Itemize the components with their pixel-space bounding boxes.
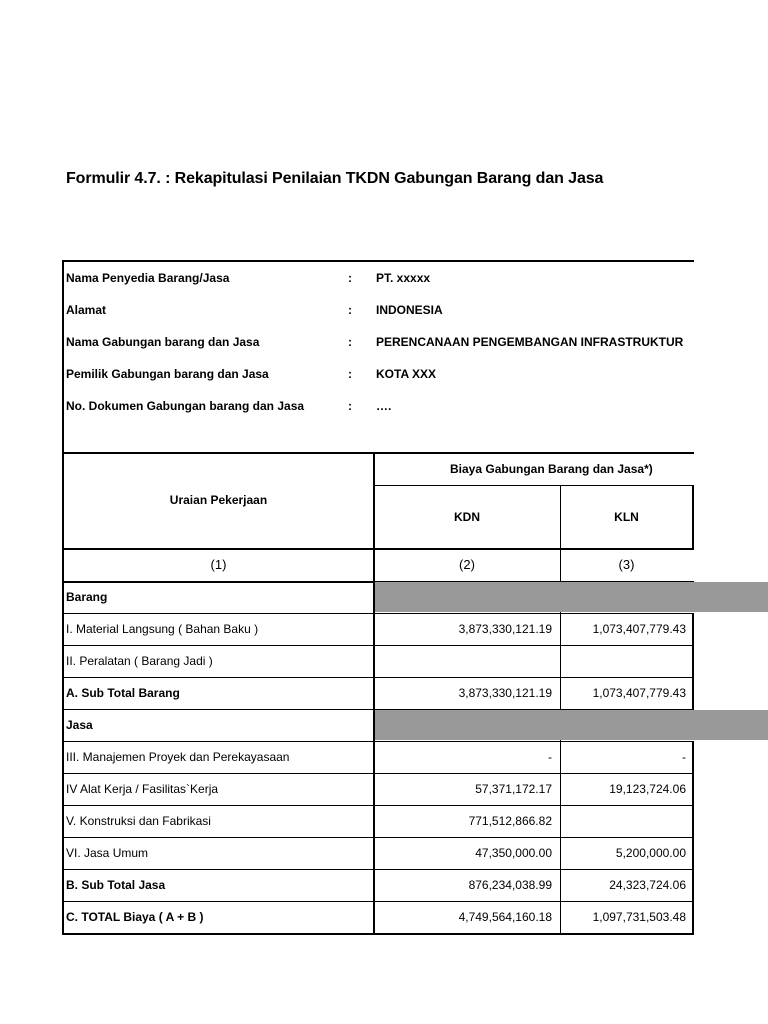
info-label-pemilik: Pemilik Gabungan barang dan Jasa xyxy=(66,367,269,381)
info-colon: : xyxy=(348,335,352,349)
info-label-nama-gabungan: Nama Gabungan barang dan Jasa xyxy=(66,335,260,349)
info-top-border xyxy=(62,260,694,262)
row-kdn-value: 876,234,038.99 xyxy=(468,878,552,892)
section-shade xyxy=(375,582,768,612)
info-label-alamat: Alamat xyxy=(66,303,107,317)
info-colon: : xyxy=(348,271,352,285)
info-colon: : xyxy=(348,367,352,381)
row-kdn-value: 771,512,866.82 xyxy=(468,814,552,828)
row-kdn-value: 57,371,172.17 xyxy=(475,782,552,796)
table-top-border xyxy=(62,452,694,454)
row-kdn-value: 3,873,330,121.19 xyxy=(458,622,552,636)
row-label: Jasa xyxy=(66,718,93,732)
row-top-border xyxy=(62,805,694,806)
info-value-alamat: INDONESIA xyxy=(376,303,443,317)
row-kdn-value: 47,350,000.00 xyxy=(475,846,552,860)
col-number-1: (1) xyxy=(210,557,227,572)
info-colon: : xyxy=(348,399,352,413)
row-label: I. Material Langsung ( Bahan Baku ) xyxy=(66,622,259,636)
info-value-nama-gabungan: PERENCANAAN PENGEMBANGAN INFRASTRUKTUR xyxy=(376,335,684,349)
info-colon: : xyxy=(348,303,352,317)
row-kln-value: - xyxy=(682,750,686,764)
form-title: Formulir 4.7. : Rekapitulasi Penilaian TKDN Gabungan Barang dan Jasa xyxy=(66,170,604,187)
row-kln-value: 24,323,724.06 xyxy=(609,878,686,892)
row-label: Barang xyxy=(66,590,108,604)
row-kln-value: 1,073,407,779.43 xyxy=(592,622,686,636)
row-label: A. Sub Total Barang xyxy=(66,686,180,700)
row-top-border xyxy=(62,901,694,902)
row-kdn-value: - xyxy=(548,750,552,764)
row-kdn-value: 4,749,564,160.18 xyxy=(458,910,552,924)
info-left-border xyxy=(62,260,64,454)
table-right-border xyxy=(692,486,694,550)
header-kdn: KDN xyxy=(454,510,480,524)
row-top-border xyxy=(62,677,694,678)
col-number-top-border xyxy=(62,548,694,550)
info-label-no-dokumen: No. Dokumen Gabungan barang dan Jasa xyxy=(66,399,305,413)
table-bottom-border xyxy=(62,933,694,935)
header-uraian: Uraian Pekerjaan xyxy=(169,493,268,507)
row-label: C. TOTAL Biaya ( A + B ) xyxy=(66,910,204,924)
header-biaya: Biaya Gabungan Barang dan Jasa*) xyxy=(450,462,653,476)
row-label: B. Sub Total Jasa xyxy=(66,878,166,892)
row-kln-value: 5,200,000.00 xyxy=(615,846,686,860)
row-top-border xyxy=(62,645,694,646)
row-top-border xyxy=(62,773,694,774)
row-kdn-value: 3,873,330,121.19 xyxy=(458,686,552,700)
row-label: IV Alat Kerja / Fasilitas`Kerja xyxy=(66,782,219,796)
col-number-2: (2) xyxy=(459,557,475,572)
info-value-penyedia: PT. xxxxx xyxy=(376,271,431,285)
header-kln: KLN xyxy=(614,510,639,524)
row-top-border xyxy=(62,613,694,614)
header-subdivider xyxy=(374,485,694,486)
row-top-border xyxy=(62,837,694,838)
table-right-border xyxy=(692,742,694,934)
row-label: III. Manajemen Proyek dan Perekayasaan xyxy=(66,750,290,764)
row-label: VI. Jasa Umum xyxy=(66,846,149,860)
row-kln-value: 19,123,724.06 xyxy=(609,782,686,796)
col-number-3: (3) xyxy=(618,557,635,572)
row-top-border xyxy=(62,741,694,742)
row-kln-value: 1,097,731,503.48 xyxy=(592,910,686,924)
row-top-border xyxy=(62,869,694,870)
row-label: V. Konstruksi dan Fabrikasi xyxy=(66,814,211,828)
section-shade xyxy=(375,710,768,740)
info-value-no-dokumen: …. xyxy=(376,399,392,413)
table-right-border xyxy=(692,614,694,710)
row-kln-value: 1,073,407,779.43 xyxy=(592,686,686,700)
info-label-penyedia: Nama Penyedia Barang/Jasa xyxy=(66,271,230,285)
row-label: II. Peralatan ( Barang Jadi ) xyxy=(66,654,213,668)
table-left-border xyxy=(62,452,64,934)
info-value-pemilik: KOTA XXX xyxy=(376,367,437,381)
